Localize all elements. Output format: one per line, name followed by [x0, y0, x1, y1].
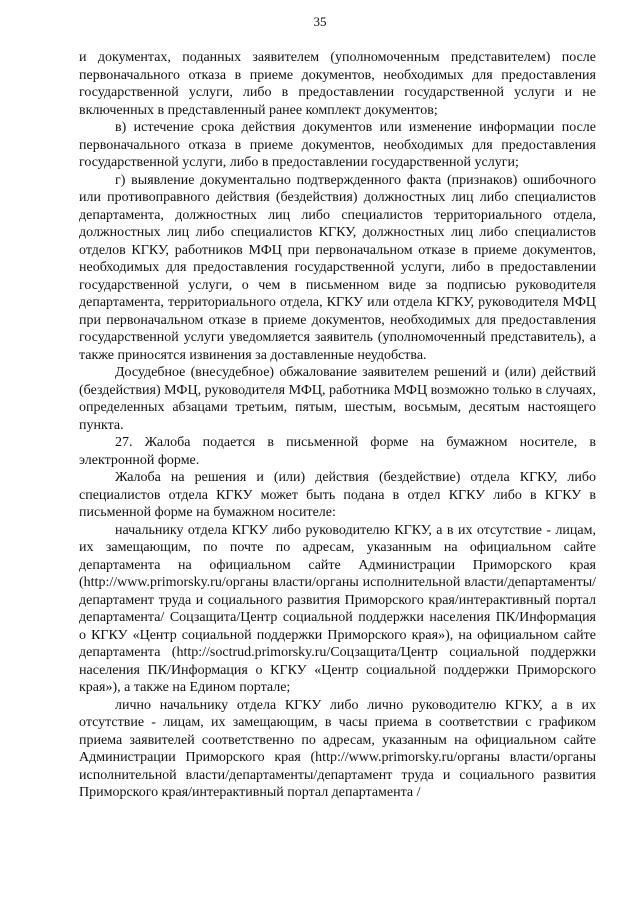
document-body	[79, 49, 596, 802]
paragraph-by-mail: начальнику отдела КГКУ либо руководителю КГКУ, а в их отсутствие - лицам, их замещающим, по почте по адресам, указанным на официальном сайте департамента на официальном сайте Администрации Приморского края (http://www.primorsky.ru/органы власти/органы исполнительной власти/департаменты/департамент труда и социального развития Приморского края/интерактивный портал департамента/ Соцзащита/Центр социальной поддержки населения ПК/Информация о КГКУ «Центр социальной поддержки Приморского края»), на официальном сайте департамента (http://soctrud.primorsky.ru/Соцзащита/Центр социальной поддержки населения ПК/Информация о КГКУ «Центр социальной поддержки Приморского края»), а также на Едином портале;	[79, 522, 596, 695]
paragraph-in-person: лично начальнику отдела КГКУ либо лично руководителю КГКУ, а в их отсутствие - лицам, их замещающим, в часы приема в соответствии с графиком приема заявителей соответственно по адресам, указанным на официальном сайте Администрации Приморского края (http://www.primorsky.ru/органы власти/органы исполнительной власти/департаменты/департамент труда и социального развития Приморского края/интерактивный портал департамента /	[79, 697, 596, 800]
paragraph-complaint-submission: Жалоба на решения и (или) действия (бездействие) отдела КГКУ, либо специалистов отдела КГКУ может быть подана в отдел КГКУ либо в КГКУ в письменной форме на бумажном носителе:	[79, 470, 596, 520]
page-number: 35	[313, 14, 327, 29]
paragraph-continuation: и документах, поданных заявителем (уполномоченным представителем) после первоначального отказа в приеме документов, необходимых для предоставления государственной услуги, либо в предоставлении государственной услуги и не включенных в представленный ранее комплект документов;	[79, 50, 596, 118]
paragraph-clause-27: 27. Жалоба подается в письменной форме на бумажном носителе, в электронной форме.	[79, 435, 596, 468]
paragraph-item-v: в) истечение срока действия документов или изменение информации после первоначального отказа в приеме документов, необходимых для предоставления государственной услуги, либо в предоставлении государственной услуги;	[79, 120, 596, 170]
paragraph-pretrial-appeal: Досудебное (внесудебное) обжалование заявителем решений и (или) действий (бездействия) МФЦ, руководителя МФЦ, работника МФЦ возможно только в случаях, определенных абзацами третьим, пятым, шестым, восьмым, десятым настоящего пункта.	[79, 365, 596, 433]
paragraph-item-g: г) выявление документально подтвержденного факта (признаков) ошибочного или противоправного действия (бездействия) должностных лиц либо специалистов департамента, должностных лиц либо специалистов территориального отдела, должностных лиц либо специалистов КГКУ, должностных лиц либо специалистов отделов КГКУ, работников МФЦ при первоначальном отказе в приеме документов, необходимых для предоставления государственной услуги, либо в предоставлении государственной услуги, о чем в письменном виде за подписью руководителя департамента, территориального отдела, КГКУ или отдела КГКУ, руководителя МФЦ при первоначальном отказе в приеме документов, необходимых для предоставления государственной услуги уведомляется заявитель (уполномоченный представитель), а также приносятся извинения за доставленные неудобства.	[79, 172, 596, 363]
